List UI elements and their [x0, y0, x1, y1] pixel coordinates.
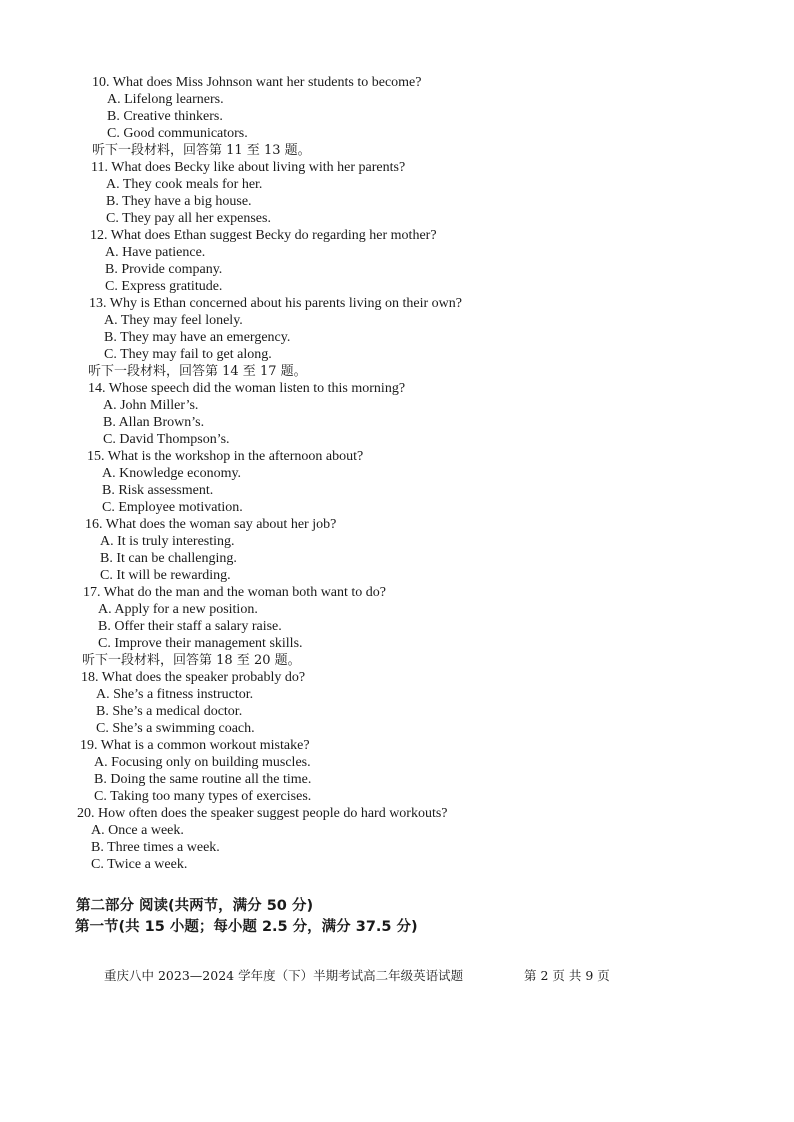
- option: B. Provide company.: [105, 262, 223, 277]
- option: A. It is truly interesting.: [100, 534, 235, 549]
- option: B. They have a big house.: [106, 194, 252, 209]
- option: C. Taking too many types of exercises.: [94, 789, 312, 804]
- option: A. Lifelong learners.: [107, 92, 224, 107]
- page-footer: [104, 966, 634, 984]
- footer-page-number: 第 2 页 共 9 页: [524, 968, 610, 983]
- question-15: 15. What is the workshop in the afternoon about?: [87, 449, 364, 464]
- option: C. Express gratitude.: [105, 279, 223, 294]
- option: A. They may feel lonely.: [104, 313, 243, 328]
- option: C. Improve their management skills.: [98, 636, 303, 651]
- option: B. Doing the same routine all the time.: [94, 772, 312, 787]
- question-14: 14. Whose speech did the woman listen to this morning?: [88, 381, 406, 396]
- option: C. They may fail to get along.: [104, 347, 272, 362]
- listening-instruction: 听下一段材料，回答第 14 至 17 题。: [88, 364, 307, 379]
- option: A. John Miller’s.: [103, 398, 199, 413]
- option: B. They may have an emergency.: [104, 330, 291, 345]
- option: B. Allan Brown’s.: [103, 415, 205, 430]
- option: C. They pay all her expenses.: [106, 211, 271, 226]
- question-10: 10. What does Miss Johnson want her students to become?: [92, 75, 422, 90]
- option: B. Offer their staff a salary raise.: [98, 619, 282, 634]
- listening-instruction: 听下一段材料，回答第 11 至 13 题。: [92, 143, 311, 158]
- option: A. Once a week.: [91, 823, 184, 838]
- option: B. It can be challenging.: [100, 551, 237, 566]
- option: A. Knowledge economy.: [102, 466, 242, 481]
- option: C. She’s a swimming coach.: [96, 721, 255, 736]
- listening-instruction: 听下一段材料，回答第 18 至 20 题。: [82, 653, 301, 668]
- listening-questions: [0, 74, 794, 938]
- option: C. Employee motivation.: [102, 500, 243, 515]
- option: C. Good communicators.: [107, 126, 248, 141]
- footer-school: 重庆八中 2023—2024 学年度（下）半期考试高二年级英语试题: [104, 968, 464, 983]
- question-20: 20. How often does the speaker suggest people do hard workouts?: [77, 806, 448, 821]
- option: A. Apply for a new position.: [98, 602, 258, 617]
- question-18: 18. What does the speaker probably do?: [81, 670, 306, 685]
- question-17: 17. What do the man and the woman both want to do?: [83, 585, 387, 600]
- option: B. She’s a medical doctor.: [96, 704, 243, 719]
- section-one-heading: 第一节(共 15 小题；每小题 2.5 分，满分 37.5 分): [75, 919, 418, 935]
- question-19: 19. What is a common workout mistake?: [80, 738, 310, 753]
- option: B. Risk assessment.: [102, 483, 214, 498]
- option: A. Have patience.: [105, 245, 206, 260]
- question-11: 11. What does Becky like about living with her parents?: [91, 160, 406, 175]
- option: C. David Thompson’s.: [103, 432, 230, 447]
- question-16: 16. What does the woman say about her job?: [85, 517, 337, 532]
- option: B. Creative thinkers.: [107, 109, 223, 124]
- question-13: 13. Why is Ethan concerned about his parents living on their own?: [89, 296, 462, 311]
- question-12: 12. What does Ethan suggest Becky do regarding her mother?: [90, 228, 437, 243]
- option: A. They cook meals for her.: [106, 177, 263, 192]
- option: A. Focusing only on building muscles.: [94, 755, 311, 770]
- option: C. It will be rewarding.: [100, 568, 231, 583]
- option: A. She’s a fitness instructor.: [96, 687, 254, 702]
- part-two-heading: 第二部分 阅读(共两节，满分 50 分): [76, 898, 314, 914]
- option: C. Twice a week.: [91, 857, 188, 872]
- option: B. Three times a week.: [91, 840, 220, 855]
